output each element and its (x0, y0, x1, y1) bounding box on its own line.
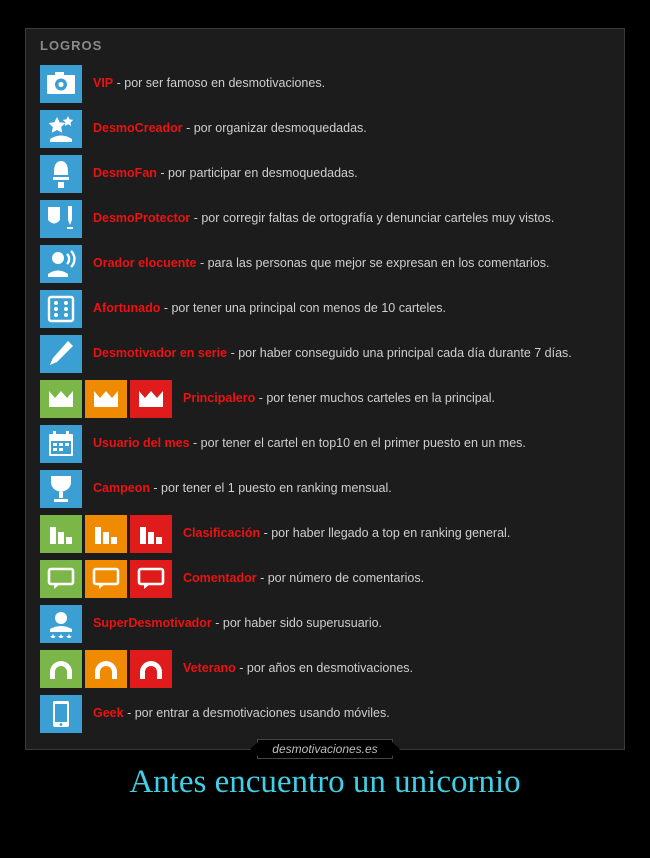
achievement-row (40, 466, 614, 511)
achievement-name: DesmoCreador (93, 121, 183, 136)
achievement-text (93, 212, 554, 225)
achievement-name: Geek (93, 706, 124, 721)
achievement-description: - por haber conseguido una principal cada día durante 7 días. (227, 346, 572, 361)
achievement-text (93, 482, 392, 495)
achievement-row (40, 196, 614, 241)
achievement-description: - por haber llegado a top en ranking general. (260, 526, 511, 541)
shield-pen-icon (40, 200, 82, 238)
achievement-text (93, 167, 358, 180)
achievement-name: Campeon (93, 481, 150, 496)
achievement-badges (40, 200, 85, 238)
achievement-row (40, 151, 614, 196)
achievement-name: Orador elocuente (93, 256, 197, 271)
achievement-description: - para las personas que mejor se expresan en los comentarios. (196, 256, 550, 271)
user-stars-icon (40, 605, 82, 643)
achievement-description: - por tener el 1 puesto en ranking mensual. (149, 481, 392, 496)
star-person-icon (40, 110, 82, 148)
achievement-name: SuperDesmotivador (93, 616, 212, 631)
achievement-name: Principalero (183, 391, 256, 406)
achievement-description: - por ser famoso en desmotivaciones. (113, 76, 326, 91)
achievement-text (93, 617, 382, 630)
arch-icon (85, 650, 127, 688)
crown-icon (85, 380, 127, 418)
achievement-badges (40, 155, 85, 193)
achievement-badges (40, 245, 85, 283)
achievement-row (40, 556, 614, 601)
achievement-row (40, 286, 614, 331)
achievement-name: Usuario del mes (93, 436, 190, 451)
achievement-name: Afortunado (93, 301, 161, 316)
achievement-description: - por corregir faltas de ortografía y denunciar carteles muy vistos. (190, 211, 555, 226)
arch-icon (40, 650, 82, 688)
bar-chart-icon (130, 515, 172, 553)
bar-chart-icon (40, 515, 82, 553)
achievement-row (40, 646, 614, 691)
achievement-description: - por tener el cartel en top10 en el primer puesto en un mes. (189, 436, 526, 451)
achievement-badges (40, 425, 85, 463)
achievement-text (93, 122, 367, 135)
achievement-badges (40, 335, 85, 373)
achievement-name: VIP (93, 76, 114, 91)
achievement-text (93, 437, 526, 450)
achievement-row (40, 106, 614, 151)
mobile-icon (40, 695, 82, 733)
achievement-name: Desmotivador en serie (93, 346, 228, 361)
achievements-list (40, 61, 614, 736)
achievement-badges (40, 605, 85, 643)
dice-icon (40, 290, 82, 328)
speech-bubble-icon (85, 560, 127, 598)
achievements-panel (25, 28, 625, 750)
achievement-row (40, 511, 614, 556)
achievement-text (183, 392, 495, 405)
achievement-badges (40, 560, 175, 598)
achievement-description: - por organizar desmoquedadas. (182, 121, 367, 136)
speech-bubble-icon (130, 560, 172, 598)
camera-icon (40, 65, 82, 103)
poster-caption: Antes encuentro un unicornio (129, 764, 521, 800)
achievement-description: - por número de comentarios. (256, 571, 425, 586)
arch-icon (130, 650, 172, 688)
achievement-text (93, 257, 549, 270)
watermark (0, 738, 650, 760)
pencil-icon (40, 335, 82, 373)
achievement-row (40, 241, 614, 286)
achievement-badges (40, 110, 85, 148)
achievement-badges (40, 695, 85, 733)
achievement-name: Clasificación (183, 526, 261, 541)
achievement-description: - por participar en desmoquedadas. (156, 166, 358, 181)
achievement-text (93, 707, 390, 720)
achievement-text (183, 527, 510, 540)
achievement-text (183, 662, 413, 675)
achievement-description: - por tener una principal con menos de 10 carteles. (160, 301, 446, 316)
achievement-badges (40, 470, 85, 508)
trophy-icon (40, 470, 82, 508)
achievement-description: - por años en desmotivaciones. (235, 661, 413, 676)
bar-chart-icon (85, 515, 127, 553)
achievement-text (93, 302, 446, 315)
calendar-icon (40, 425, 82, 463)
achievement-name: Comentador (183, 571, 257, 586)
achievement-text (93, 347, 572, 360)
achievement-description: - por tener muchos carteles en la principal. (255, 391, 495, 406)
achievement-text (93, 77, 325, 90)
achievement-row (40, 421, 614, 466)
achievement-description: - por entrar a desmotivaciones usando móviles. (123, 706, 390, 721)
achievement-badges (40, 65, 85, 103)
achievement-row (40, 61, 614, 106)
megaphone-icon (40, 155, 82, 193)
achievement-name: DesmoFan (93, 166, 157, 181)
achievement-name: DesmoProtector (93, 211, 191, 226)
watermark-label: desmotivaciones.es (257, 739, 392, 759)
achievement-badges (40, 515, 175, 553)
achievement-name: Veterano (183, 661, 236, 676)
speech-bubble-icon (40, 560, 82, 598)
achievement-badges (40, 290, 85, 328)
achievement-badges (40, 650, 175, 688)
achievement-text (183, 572, 424, 585)
speaker-person-icon (40, 245, 82, 283)
achievement-badges (40, 380, 175, 418)
achievement-row (40, 601, 614, 646)
achievement-row (40, 691, 614, 736)
achievement-row (40, 376, 614, 421)
crown-icon (40, 380, 82, 418)
achievement-row (40, 331, 614, 376)
panel-title: LOGROS (40, 38, 103, 53)
crown-icon (130, 380, 172, 418)
achievement-description: - por haber sido superusuario. (211, 616, 383, 631)
